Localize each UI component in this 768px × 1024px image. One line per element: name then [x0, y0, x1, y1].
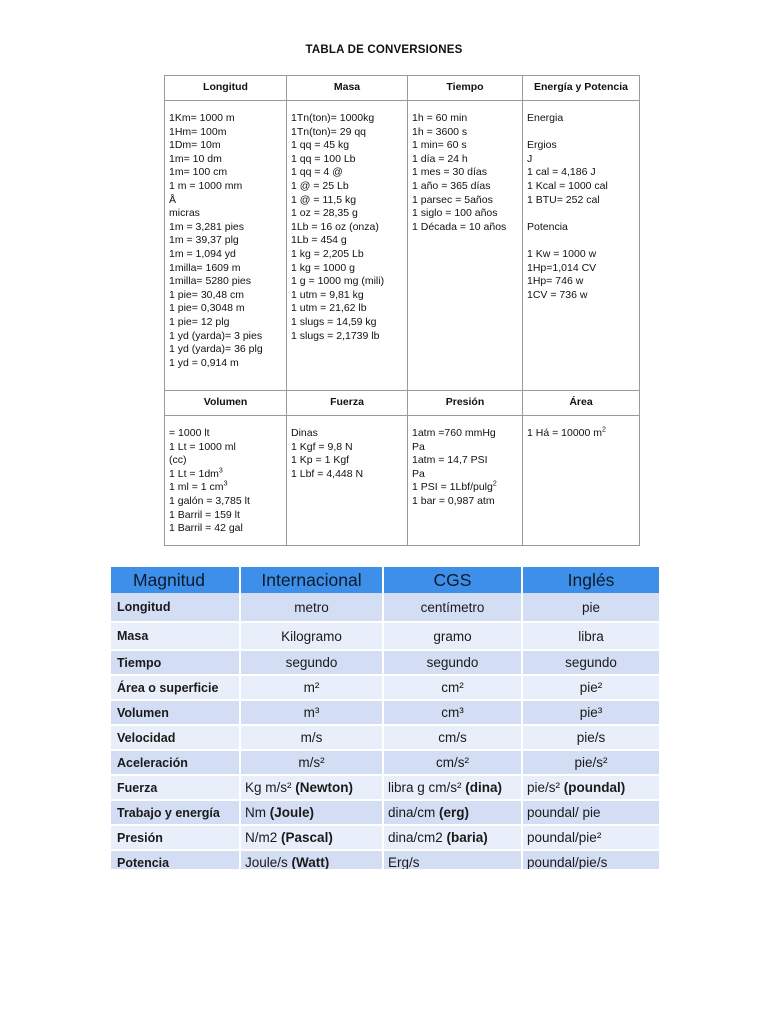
- internacional-cell-value: m/s²: [298, 755, 325, 770]
- presion-item: 1atm =760 mmHg: [412, 427, 496, 439]
- internacional-cell-value: m³: [303, 705, 320, 720]
- masa-item: 1 @ = 25 Lb: [291, 179, 349, 192]
- header-energia-potencia: Energía y Potencia: [523, 76, 640, 101]
- potencia-label: Potencia: [527, 220, 568, 233]
- energia-item: Ergios: [527, 139, 557, 152]
- longitud-item: 1m= 10 dm: [169, 152, 222, 165]
- presion-list: [412, 427, 519, 509]
- internacional-cell-unit: (Watt): [291, 855, 330, 869]
- ingles-cell: [523, 623, 659, 651]
- internacional-cell-value: segundo: [285, 655, 338, 670]
- cgs-cell: [384, 801, 521, 826]
- ingles-cell-value: pie²: [579, 680, 603, 695]
- cgs-cell: [384, 676, 521, 701]
- internacional-cell-value: Kilogramo: [281, 628, 342, 644]
- conversion-table-title: TABLA DE CONVERSIONES: [305, 44, 463, 56]
- fuerza-cell: [287, 416, 408, 546]
- header-tiempo: Tiempo: [408, 76, 523, 101]
- volumen-item: 1 galón = 3,785 lt: [169, 494, 250, 507]
- masa-item: 1 utm = 9,81 kg: [291, 288, 364, 301]
- magnitude-name: Longitud: [111, 593, 239, 623]
- longitud-item: 1m = 39,37 plg: [169, 234, 239, 247]
- tiempo-cell: [408, 101, 523, 391]
- longitud-item: 1Hm= 100m: [169, 125, 227, 138]
- longitud-item: 1milla= 5280 pies: [169, 275, 252, 288]
- internacional-cell-unit: (Pascal): [281, 830, 333, 845]
- table-row: [111, 751, 659, 776]
- table-row: [111, 801, 659, 826]
- cgs-cell-unit: (dina): [465, 780, 503, 795]
- longitud-item: Å: [169, 193, 177, 206]
- volumen-item: 1 Barril = 42 gal: [169, 522, 243, 535]
- internacional-cell-value: m²: [303, 680, 320, 695]
- cgs-cell-value: dina/cm2: [388, 830, 443, 845]
- tiempo-item: 1 mes = 30 días: [412, 166, 488, 179]
- ingles-cell-value: pie/s²: [574, 755, 608, 770]
- ingles-cell: [523, 593, 659, 623]
- table-row: [111, 726, 659, 751]
- cgs-cell-value: gramo: [433, 628, 472, 644]
- masa-item: 1 qq = 45 kg: [291, 139, 350, 152]
- longitud-list: [169, 112, 283, 370]
- tiempo-list: [412, 112, 519, 234]
- header-area: Área: [523, 391, 640, 416]
- masa-item: 1 @ = 11,5 kg: [291, 193, 357, 206]
- cgs-cell: [384, 701, 521, 726]
- longitud-item: 1 yd = 0,914 m: [169, 356, 239, 369]
- internacional-cell: [241, 751, 382, 776]
- internacional-cell-value: Joule/s: [245, 855, 288, 869]
- internacional-cell-value: Kg m/s²: [245, 780, 292, 795]
- cgs-cell: [384, 851, 521, 869]
- volumen-item: (cc): [169, 454, 187, 467]
- cgs-cell-value: cm/s²: [436, 755, 469, 770]
- longitud-item: 1 m = 1000 mm: [169, 179, 243, 192]
- ingles-cell-unit: (poundal): [563, 780, 626, 795]
- masa-item: 1 kg = 1000 g: [291, 261, 355, 274]
- tiempo-item: 1 siglo = 100 años: [412, 207, 498, 220]
- ingles-cell: [523, 701, 659, 726]
- ingles-cell-value: poundal/pie²: [527, 830, 602, 845]
- presion-item: 1 PSI = 1Lbf/pulg$^2$: [412, 480, 497, 494]
- fuerza-item: 1 Lbf = 4,448 N: [291, 467, 364, 480]
- table-row: [111, 701, 659, 726]
- header-magnitud: Magnitud: [111, 567, 239, 593]
- longitud-item: 1m = 1,094 yd: [169, 247, 236, 260]
- internacional-cell-value: metro: [294, 599, 329, 615]
- area-list: [527, 427, 636, 441]
- header-fuerza: Fuerza: [287, 391, 408, 416]
- internacional-cell: [241, 701, 382, 726]
- masa-item: 1 utm = 21,62 lb: [291, 302, 367, 315]
- ingles-cell-value: pie/s: [576, 730, 606, 745]
- volumen-item: 1 Lt = 1000 ml: [169, 440, 236, 453]
- table-row: [111, 623, 659, 651]
- longitud-item: 1m= 100 cm: [169, 166, 228, 179]
- presion-item: 1 bar = 0,987 atm: [412, 494, 495, 507]
- conversion-table: [164, 75, 640, 546]
- ingles-cell: [523, 651, 659, 676]
- table-row: [111, 651, 659, 676]
- magnitude-name: Área o superficie: [111, 676, 239, 701]
- magnitude-table-body: [111, 593, 659, 869]
- internacional-cell: [241, 623, 382, 651]
- table-row: [111, 851, 659, 869]
- longitud-item: 1 pie= 30,48 cm: [169, 288, 245, 301]
- cgs-cell: [384, 776, 521, 801]
- longitud-item: 1 pie= 12 plg: [169, 315, 230, 328]
- potencia-item: 1CV = 736 w: [527, 288, 588, 301]
- ingles-cell: [523, 751, 659, 776]
- cgs-cell: [384, 826, 521, 851]
- header-volumen: Volumen: [165, 391, 287, 416]
- ingles-cell: [523, 801, 659, 826]
- ingles-cell-value: libra: [578, 628, 604, 644]
- ingles-cell-value: pie/s²: [527, 780, 561, 795]
- magnitude-name: Masa: [111, 623, 239, 651]
- volumen-list: [169, 427, 283, 536]
- cgs-cell-value: cm³: [441, 705, 464, 720]
- potencia-item: 1Hp=1,014 CV: [527, 261, 597, 274]
- masa-item: 1Lb = 16 oz (onza): [291, 220, 379, 233]
- tiempo-item: 1 parsec = 5años: [412, 193, 493, 206]
- internacional-cell-value: m/s: [300, 730, 323, 745]
- masa-item: 1 kg = 2,205 Lb: [291, 247, 364, 260]
- masa-list: [291, 112, 404, 343]
- header-cgs: CGS: [384, 567, 521, 593]
- masa-item: 1 oz = 28,35 g: [291, 207, 358, 220]
- internacional-cell-value: Nm: [245, 805, 266, 820]
- presion-item: 1atm = 14,7 PSI: [412, 454, 488, 467]
- fuerza-item: 1 Kgf = 9,8 N: [291, 440, 353, 453]
- ingles-cell-value: poundal/ pie: [527, 805, 601, 820]
- potencia-item: 1 Kw = 1000 w: [527, 247, 597, 260]
- header-masa: Masa: [287, 76, 408, 101]
- masa-cell: [287, 101, 408, 391]
- ingles-cell-value: pie³: [579, 705, 603, 720]
- header-internacional: Internacional: [241, 567, 382, 593]
- header-presion: Presión: [408, 391, 523, 416]
- magnitude-name: Volumen: [111, 701, 239, 726]
- longitud-item: 1 yd (yarda)= 3 pies: [169, 329, 263, 342]
- table-row: [111, 826, 659, 851]
- internacional-cell: [241, 826, 382, 851]
- energia-list: [527, 139, 636, 207]
- internacional-cell: [241, 676, 382, 701]
- masa-item: 1 g = 1000 mg (mili): [291, 275, 385, 288]
- cgs-cell-unit: (baria): [446, 830, 488, 845]
- internacional-cell: [241, 776, 382, 801]
- cgs-cell-value: cm/s: [438, 730, 467, 745]
- cgs-cell: [384, 623, 521, 651]
- longitud-item: 1 yd (yarda)= 36 plg: [169, 343, 263, 356]
- cgs-cell-value: dina/cm: [388, 805, 436, 820]
- energia-potencia-cell: [523, 101, 640, 391]
- longitud-cell: [165, 101, 287, 391]
- cgs-cell-value: segundo: [426, 655, 479, 670]
- longitud-item: 1 pie= 0,3048 m: [169, 302, 245, 315]
- presion-cell: [408, 416, 523, 546]
- cgs-cell-value: Erg/s: [388, 855, 420, 869]
- potencia-list: [527, 248, 636, 302]
- ingles-cell: [523, 851, 659, 869]
- internacional-cell-unit: (Joule): [269, 805, 315, 820]
- magnitude-name: Fuerza: [111, 776, 239, 801]
- longitud-item: 1milla= 1609 m: [169, 261, 241, 274]
- ingles-cell: [523, 776, 659, 801]
- internacional-cell: [241, 651, 382, 676]
- masa-item: 1 qq = 100 Lb: [291, 152, 356, 165]
- masa-item: 1 slugs = 14,59 kg: [291, 315, 377, 328]
- cgs-cell-unit: (erg): [439, 805, 470, 820]
- longitud-item: 1Km= 1000 m: [169, 112, 235, 124]
- masa-item: 1Lb = 454 g: [291, 234, 347, 247]
- internacional-cell: [241, 593, 382, 623]
- volumen-item: = 1000 lt: [169, 427, 210, 439]
- ingles-cell: [523, 726, 659, 751]
- cgs-cell: [384, 651, 521, 676]
- ingles-cell: [523, 826, 659, 851]
- longitud-item: micras: [169, 207, 200, 220]
- fuerza-item: 1 Kp = 1 Kgf: [291, 454, 350, 467]
- table-row: [111, 676, 659, 701]
- tiempo-item: 1h = 60 min: [412, 112, 468, 124]
- cgs-cell-value: centímetro: [420, 599, 485, 615]
- magnitude-name: Tiempo: [111, 651, 239, 676]
- energia-item: 1 BTU= 252 cal: [527, 193, 600, 206]
- presion-item: Pa: [412, 440, 425, 453]
- internacional-cell-value: N/m2: [245, 830, 278, 845]
- masa-item: 1Tn(ton)= 29 qq: [291, 125, 367, 138]
- internacional-cell: [241, 801, 382, 826]
- volumen-item: 1 Barril = 159 lt: [169, 508, 240, 521]
- cgs-cell: [384, 726, 521, 751]
- longitud-item: 1Dm= 10m: [169, 139, 221, 152]
- magnitude-name: Velocidad: [111, 726, 239, 751]
- magnitude-table-wrapper: [111, 567, 659, 869]
- header-ingles: Inglés: [523, 567, 659, 593]
- cgs-cell-value: libra g cm/s²: [388, 780, 462, 795]
- header-longitud: Longitud: [165, 76, 287, 101]
- masa-item: 1Tn(ton)= 1000kg: [291, 112, 375, 124]
- ingles-cell-value: pie: [581, 599, 600, 615]
- volumen-cell: [165, 416, 287, 546]
- internacional-cell: [241, 726, 382, 751]
- cgs-cell: [384, 751, 521, 776]
- ingles-cell-value: segundo: [565, 655, 617, 670]
- energia-item: J: [527, 152, 533, 165]
- internacional-cell: [241, 851, 382, 869]
- tiempo-item: 1 día = 24 h: [412, 152, 468, 165]
- presion-item: Pa: [412, 467, 425, 480]
- tiempo-item: 1 año = 365 días: [412, 179, 491, 192]
- fuerza-item: Dinas: [291, 427, 318, 439]
- internacional-cell-unit: (Newton): [295, 780, 354, 795]
- energia-item: 1 Kcal = 1000 cal: [527, 179, 608, 192]
- potencia-item: 1Hp= 746 w: [527, 275, 584, 288]
- table-row: [111, 593, 659, 623]
- masa-item: 1 slugs = 2,1739 lb: [291, 329, 380, 342]
- ingles-cell: [523, 676, 659, 701]
- energia-item: 1 cal = 4,186 J: [527, 166, 596, 179]
- area-cell: [523, 416, 640, 546]
- volumen-item: 1 $Lt = 1dm^3$: [169, 467, 223, 480]
- cgs-cell: [384, 593, 521, 623]
- magnitude-name: Trabajo y energía: [111, 801, 239, 826]
- magnitude-name: Potencia: [111, 851, 239, 869]
- ingles-cell-value: poundal/pie/s: [527, 855, 608, 869]
- area-item: 1 Há = 10000 $m^2$: [527, 426, 606, 439]
- fuerza-list: [291, 427, 404, 481]
- tiempo-item: 1 min= 60 s: [412, 139, 467, 152]
- magnitude-name: Presión: [111, 826, 239, 851]
- magnitude-name: Aceleración: [111, 751, 239, 776]
- cgs-cell-value: cm²: [441, 680, 464, 695]
- longitud-item: 1m = 3,281 pies: [169, 220, 245, 233]
- magnitude-table: [111, 567, 659, 869]
- table-row: [111, 776, 659, 801]
- masa-item: 1 qq = 4 @: [291, 166, 343, 179]
- tiempo-item: 1 Década = 10 años: [412, 220, 507, 233]
- tiempo-item: 1h = 3600 s: [412, 125, 468, 138]
- energia-label: Energia: [527, 112, 564, 124]
- volumen-item: 1 ml = 1 $cm^3$: [169, 480, 228, 494]
